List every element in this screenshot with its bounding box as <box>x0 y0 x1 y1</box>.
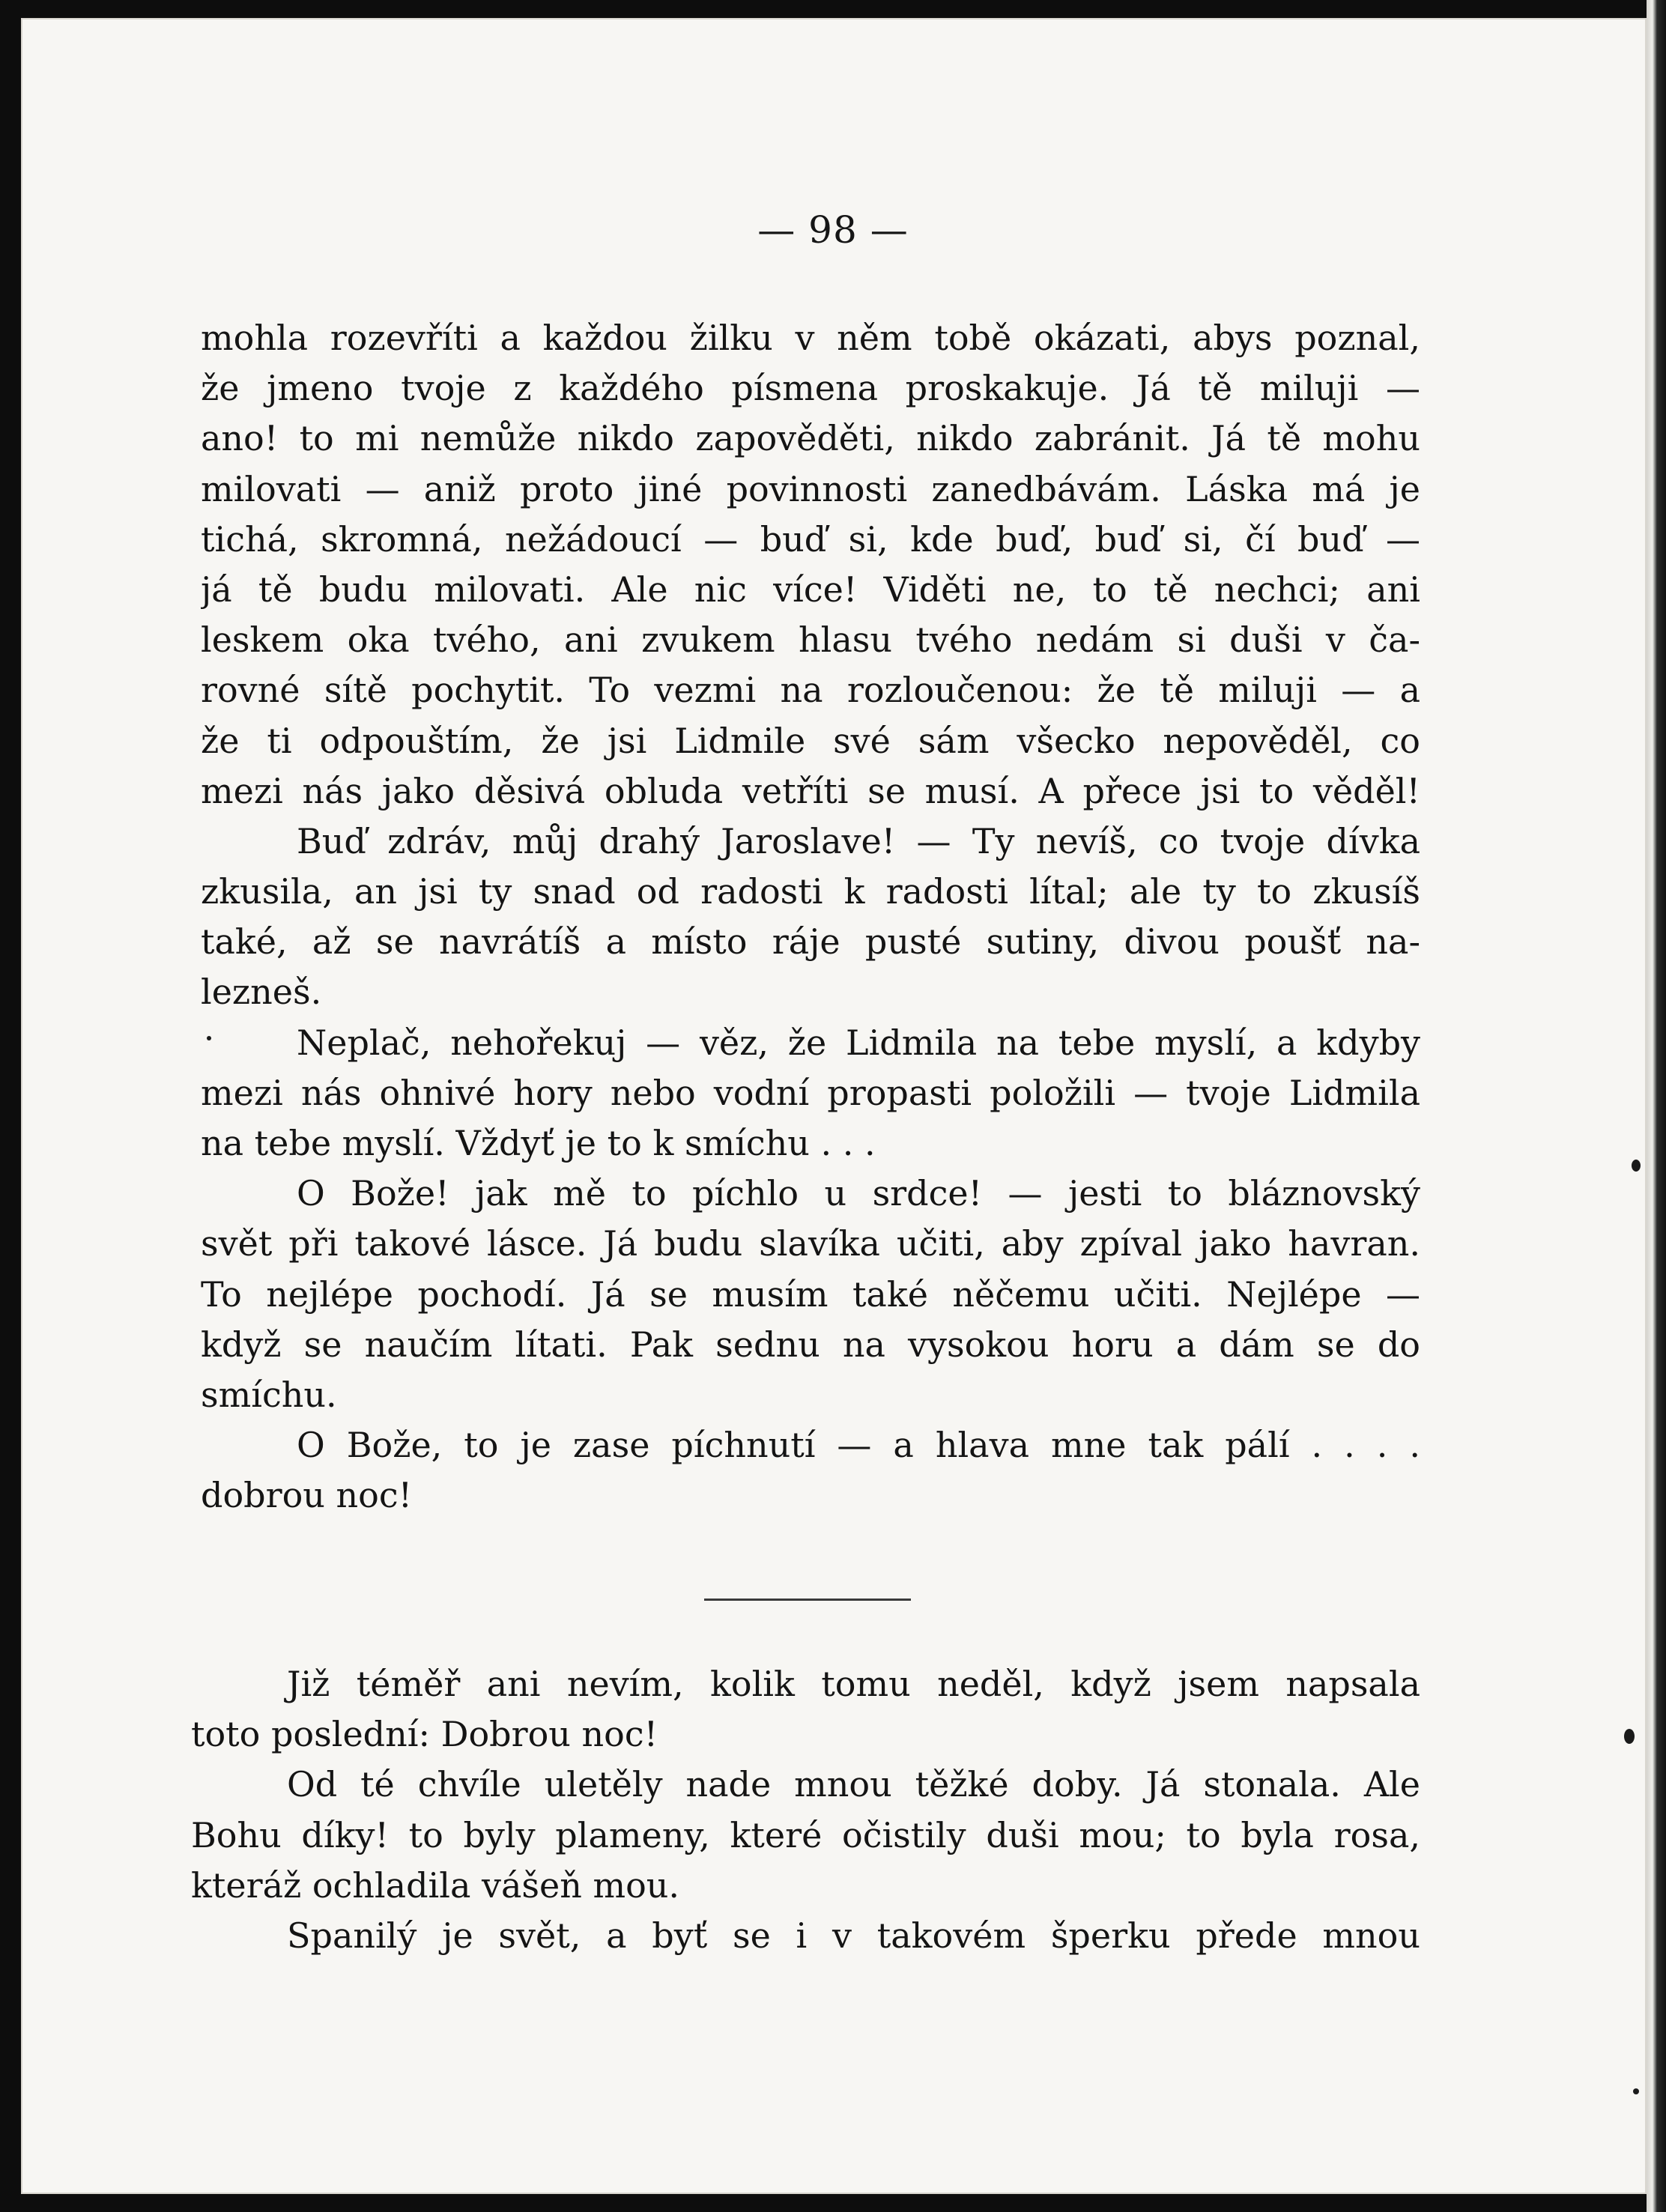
scan-speck <box>1633 2088 1639 2094</box>
text-line: Od té chvíle uletěly nade mnou těžké doby. Já stonala. Ale <box>287 1764 1420 1805</box>
page-number: — 98 — <box>757 208 909 252</box>
text-line: také, až se navrátíš a místo ráje pusté sutiny, divou poušť na- <box>201 921 1420 963</box>
scan-speck <box>1624 1729 1635 1744</box>
paragraph <box>191 1760 1420 1911</box>
text-line: mezi nás jako děsivá obluda vetříti se musí. A přece jsi to věděl! <box>201 770 1420 811</box>
text-line: rovné sítě pochytit. To vezmi na rozloučenou: že tě miluji — a <box>201 670 1420 711</box>
text-line: já tě budu milovati. Ale nic více! Viděti ne, to tě nechci; ani <box>201 569 1420 610</box>
section-separator <box>704 1599 911 1601</box>
text-line: leskem oka tvého, ani zvukem hlasu tvého nedám si duši v ča- <box>201 619 1420 661</box>
text-line: Spanilý je svět, a byť se i v takovém šperku přede mnou <box>287 1915 1420 1956</box>
text-line: mohla rozevříti a každou žilku v něm tobě okázati, abys poznal, <box>201 318 1420 358</box>
text-line: O Bože! jak mě to píchlo u srdce! — jesti to bláznovský <box>297 1173 1420 1214</box>
text-line: když se naučím lítati. Pak sednu na vysokou horu a dám se do <box>201 1324 1420 1365</box>
text-line: Neplač, nehořekuj — věz, že Lidmila na tebe myslí, a kdyby <box>297 1022 1420 1063</box>
paragraph <box>191 1911 1420 1961</box>
text-line: ano! to mi nemůže nikdo zapověděti, nikdo zabránit. Já tě mohu <box>201 418 1420 459</box>
text-line: toto poslední: Dobrou noc! <box>191 1714 658 1755</box>
paragraph <box>201 1169 1420 1420</box>
text-line: smíchu. <box>201 1374 337 1415</box>
text-line: že jmeno tvoje z každého písmena proskakuje. Já tě miluji — <box>201 368 1420 409</box>
text-line: svět při takové lásce. Já budu slavíka učiti, aby zpíval jako havran. <box>201 1223 1420 1264</box>
text-line: dobrou noc! <box>201 1475 413 1516</box>
page-edge-shadow <box>1647 0 1666 2212</box>
text-line: Bohu díky! to byly plameny, které očistily duši mou; to byla rosa, <box>191 1814 1420 1855</box>
paragraph <box>201 1018 1420 1169</box>
paragraph <box>201 313 1420 1018</box>
text-line: To nejlépe pochodí. Já se musím také něčemu učiti. Nejlépe — <box>201 1273 1420 1315</box>
text-line: mezi nás ohnivé hory nebo vodní propasti položili — tvoje Lidmila <box>201 1072 1420 1113</box>
text-line: O Bože, to je zase píchnutí — a hlava mne tak pálí . . . . <box>297 1425 1420 1466</box>
text-line: kteráž ochladila vášeň mou. <box>191 1864 680 1906</box>
text-line: na tebe myslí. Vždyť je to k smíchu . . . <box>201 1123 876 1163</box>
paragraph <box>201 1420 1420 1521</box>
text-line: zkusila, an jsi ty snad od radosti k radosti lítal; ale ty to zkusíš <box>201 871 1420 912</box>
text-line: milovati — aniž proto jiné povinnosti zanedbávám. Láska má je <box>201 468 1420 509</box>
paragraph <box>191 1659 1420 1760</box>
text-line: Buď zdráv, můj drahý Jaroslave! — Ty nevíš, co tvoje dívka <box>297 820 1420 861</box>
scan-speck <box>1632 1160 1641 1172</box>
text-line: tichá, skromná, nežádoucí — buď si, kde buď, buď si, čí buď — <box>201 518 1420 560</box>
scan-speck <box>207 1036 211 1040</box>
text-line: lezneš. <box>201 972 322 1013</box>
text-line: že ti odpouštím, že jsi Lidmile své sám všecko nepověděl, co <box>201 720 1420 761</box>
text-block-top <box>201 313 1420 1521</box>
text-line: Již téměř ani nevím, kolik tomu neděl, když jsem napsala <box>287 1664 1420 1704</box>
text-block-bottom <box>191 1659 1420 1961</box>
